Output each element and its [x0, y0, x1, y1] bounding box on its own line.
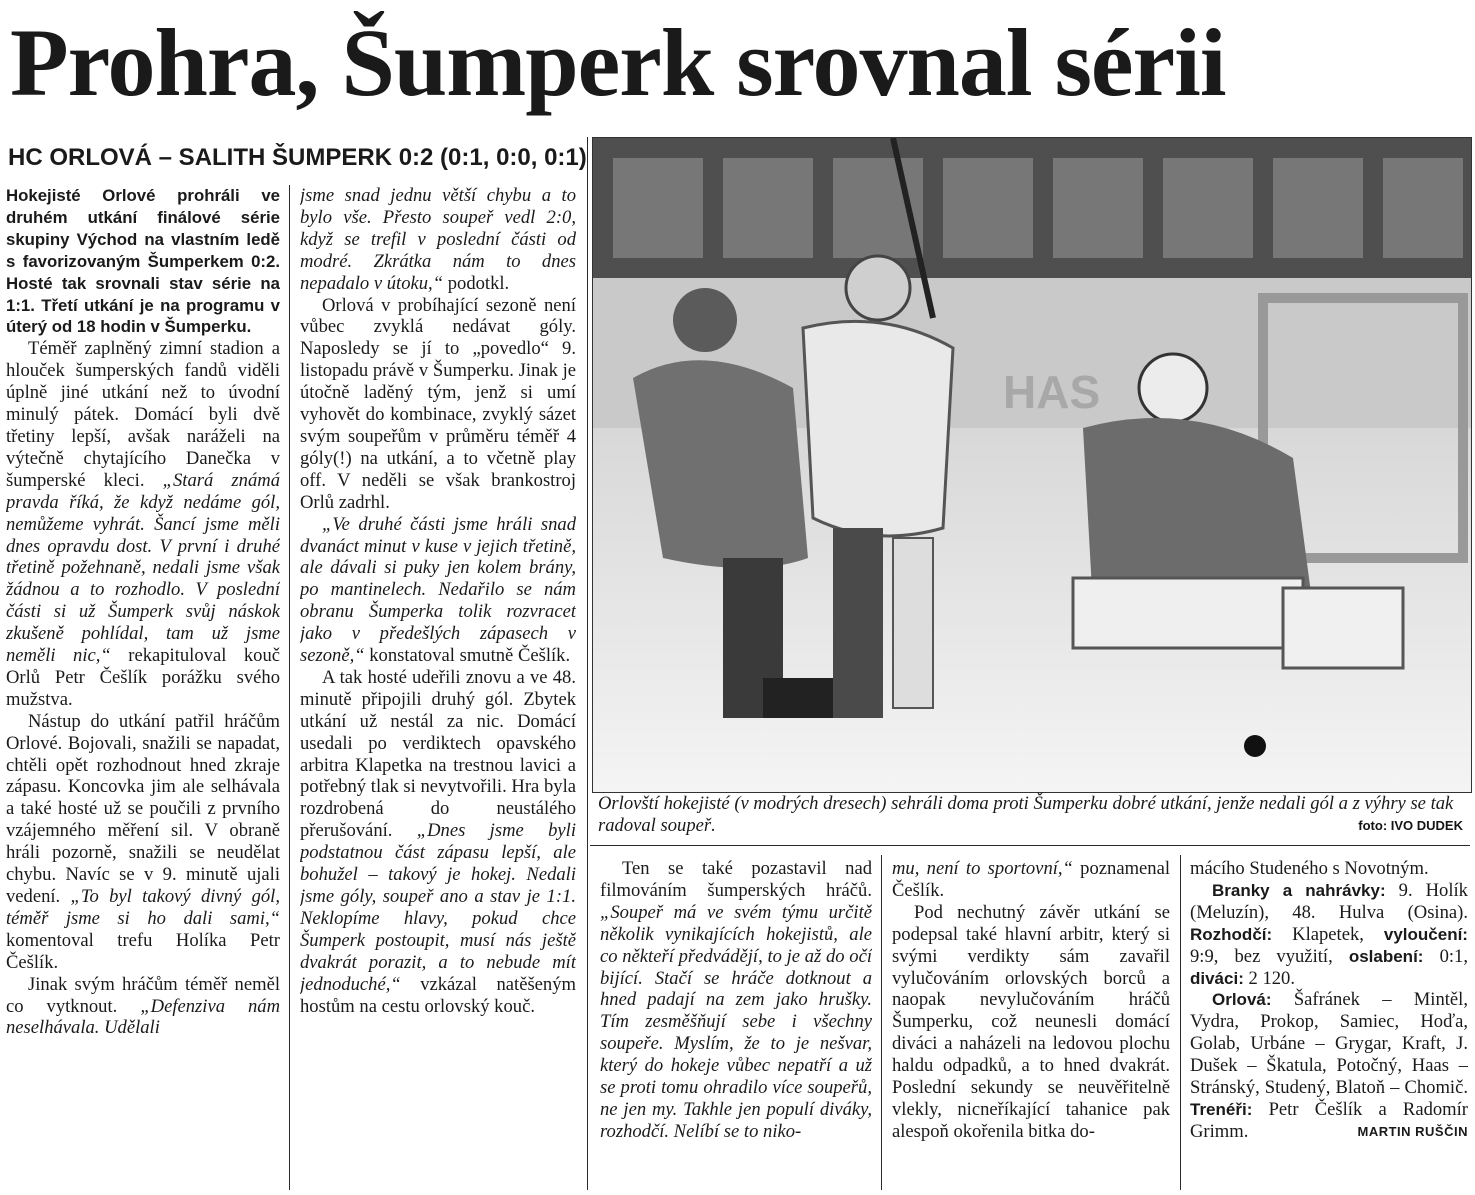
- match-stats: [1190, 880, 1468, 990]
- quote: „Stará známá pravda říká, že když nedáme gól, nemůžeme vyhrát. Šancí jsme měli dnes opravdu dost. V první i druhé třetině požehnaně, nedali jsme však žádnou a to rozhodlo. V poslední části si už Šumperk svůj náskok zkušeně pohlídal, tam už jsme neměli nic,“: [6, 469, 280, 667]
- stats-value: 0:1,: [1439, 945, 1468, 967]
- photo-illustration: [593, 138, 1471, 792]
- paragraph-text: A tak hosté udeřili znovu a ve 48. minutě připojili druhý gól. Zbytek utkání už nestál za nic. Domácí usedali po verdiktech opavského arbitra Klapetka na trestnou lavici a potřebný tlak si nevytvořili. Hra byla rozdrobená do neustálého přerušování.: [300, 666, 576, 842]
- stats-label: Trenéři:: [1190, 1099, 1253, 1119]
- column-divider: [587, 137, 588, 1190]
- stats-value: 9. Holík (Meluzín), 48. Hulva (Osina).: [1190, 879, 1468, 923]
- author-byline: MARTIN RUŠČIN: [1357, 1123, 1468, 1139]
- stats-value: Šafránek – Mintěl, Vydra, Prokop, Samiec, Hoďa, Golab, Urbáne – Grygar, Kraft, J. Dušek – Škatula, Potočný, Haas – Stránský, Studený, Blatoň – Chomič.: [1190, 989, 1468, 1099]
- paragraph-text: komentoval trefu Holíka Petr Češlík.: [6, 929, 280, 973]
- paragraph-text: rekapituloval kouč Orlů Petr Češlík porážku svého mužstva.: [6, 645, 280, 710]
- quote: mu, není to sportovní,“: [892, 858, 1073, 879]
- photo-caption: [598, 793, 1468, 841]
- stats-label: diváci:: [1190, 968, 1244, 988]
- paragraph: Orlová v probíhající sezoně není vůbec zvyklá nedávat góly. Naposledy se jí to „povedlo“ 9. listopadu právě v Šumperku. Jinak je útočně laděný tým, jenž si umí vyhovět do kombinace, zvyklý sázet svým soupeřům v průměru téměř 4 góly(!) na utkání, a to včetně play off. V neděli se však brankostroj Orlů zadrhl.: [300, 294, 576, 513]
- paragraph-text: poznamenal Češlík.: [892, 858, 1170, 901]
- paragraph: [6, 974, 280, 1040]
- paragraph-text: Nástup do utkání patřil hráčům Orlové. Bojovali, snažili se napadat, chtěli opět rozhodnout hned zkraje zápasu. Koncovka jim ale selhávala a také hosté už se poučili z prvního vzájemného měření sil. V obraně hráli pozorně, snažili se neudělat chybu. Navíc se v 9. minutě ujali vedení.: [6, 710, 280, 907]
- paragraph-text: konstatoval smutně Češlík.: [369, 645, 571, 667]
- paragraph: [6, 711, 280, 974]
- stats-label: oslabení:: [1348, 946, 1424, 966]
- paragraph: [300, 514, 576, 667]
- article-column-3: [600, 858, 872, 1195]
- column-divider: [289, 185, 290, 1190]
- quote: „To byl takový divný gól, téměř jsme si ho dali sami,“: [6, 886, 280, 929]
- article-column-1: [6, 185, 280, 1195]
- paragraph: [892, 858, 1170, 902]
- paragraph-text: podotkl.: [447, 272, 510, 294]
- paragraph-text: Jinak svým hráčům téměř neměl co vytknout.: [6, 973, 280, 1017]
- paragraph-text: Téměř zaplněný zimní stadion a hlouček šumperských fandů viděli úplně jiné utkání než to úvodní minulý pátek. Domácí byli dvě třetiny lepší, avšak naráželi na výtečně chytajícího Danečka v šumperské kleci.: [6, 338, 280, 491]
- quote: „Soupeř má ve svém týmu určitě několik vynikajících hokejistů, ale co někteří předvádějí, to je až do očí bijící. Stačí se hráče dotknout a hned padají na zem jako hrušky. Tím zesměšňují sebe i všechny soupeře. Myslím, že to je nešvar, který do hokeje vůbec nepatří a už se proti tomu ohradilo více soupeřů, ne jen my. Takhle jen populí diváky, rozhodčí. Nelíbí se to niko-: [600, 901, 872, 1142]
- quote: „Ve druhé části jsme hráli snad dvanáct minut v kuse v jejich třetině, ale dávali si puky jen kolem brány, po mantinelech. Nedařilo se nám obranu Šumperka tolik rozvracet jako v předešlých zápasech v sezoně,“: [300, 513, 576, 667]
- column-divider: [881, 855, 882, 1190]
- score-line: HC ORLOVÁ – SALITH ŠUMPERK 0:2 (0:1, 0:0, 0:1): [8, 144, 587, 171]
- paragraph: Pod nechutný závěr utkání se podepsal také hlavní arbitr, který si svými verdikty sám zavařil vylučováním orlovských borců a naopak nevylučováním hráčů Šumperku, což neunesli domácí diváci a naházeli na ledovou plochu haldu odpadků, a to hned dvakrát. Poslední sekundy se neuvěřitelně vlekly, nicneříkající tahanice pak alespoň okořenila bitka do-: [892, 901, 1170, 1142]
- stats-label: Rozhodčí:: [1190, 924, 1273, 944]
- article-column-2: [300, 185, 576, 1195]
- stats-value: 2 120.: [1248, 967, 1295, 989]
- quote: „Defenziva nám neselhávala. Udělali: [6, 995, 280, 1039]
- photo-credit: foto: IVO DUDEK: [1358, 818, 1463, 833]
- paragraph-text: vzkázal natěšeným hostům na cestu orlovský kouč.: [300, 973, 576, 1017]
- paragraph-text: Ten se také pozastavil nad filmováním šumperských hráčů.: [600, 858, 872, 901]
- lead-paragraph: Hokejisté Orlové prohráli ve druhém utkání finálové série skupiny Východ na vlastním ledě s favorizovaným Šumperkem 0:2. Hosté tak srovnali stav série na 1:1. Třetí utkání je na programu v úterý od 18 hodin v Šumperku.: [6, 186, 280, 337]
- stats-value: Petr Češlík a Radomír Grimm.: [1190, 1098, 1468, 1142]
- stats-label: Orlová:: [1212, 990, 1272, 1010]
- paragraph: [300, 667, 576, 1018]
- paragraph: mácího Studeného s Novotným.: [1190, 858, 1429, 879]
- caption-rule: [590, 845, 1470, 846]
- paragraph: [600, 858, 872, 1143]
- stats-value: 9:9, bez využití,: [1190, 945, 1333, 967]
- paragraph: [300, 185, 576, 295]
- caption-text: Orlovští hokejisté (v modrých dresech) sehráli doma proti Šumperku dobré utkání, jenže nedali gól a z výhry se tak radoval soupeř.: [598, 793, 1454, 836]
- paragraph: [6, 338, 280, 710]
- stats-value: Klapetek,: [1292, 923, 1364, 945]
- column-divider: [1180, 855, 1181, 1190]
- quote: jsme snad jednu větší chybu a to bylo vše. Přesto soupeř vedl 2:0, když se trefil v poslední části od modré. Zkrátka nám to dnes nepadalo v útoku,“: [300, 185, 576, 294]
- hockey-photo: [592, 137, 1472, 793]
- stats-label: Branky a nahrávky:: [1212, 880, 1386, 900]
- puck: [1244, 735, 1266, 757]
- stats-label: vyloučení:: [1383, 924, 1468, 944]
- quote: „Dnes jsme byli podstatnou část zápasu lepší, ale bohužel – takový je hokej. Nedali jsme góly, soupeř ano a stav je 1:1. Neklopíme hlavy, pokud chce Šumperk postoupit, musí nás ještě dvakrát porazit, a to nebude mít jednoduché,“: [300, 820, 576, 995]
- lineup: [1190, 989, 1468, 1142]
- article-column-5: [1190, 858, 1468, 1195]
- article-column-4: [892, 858, 1170, 1195]
- headline: Prohra, Šumperk srovnal sérii: [10, 9, 1226, 116]
- rink-board-sign: HAS: [1003, 366, 1101, 418]
